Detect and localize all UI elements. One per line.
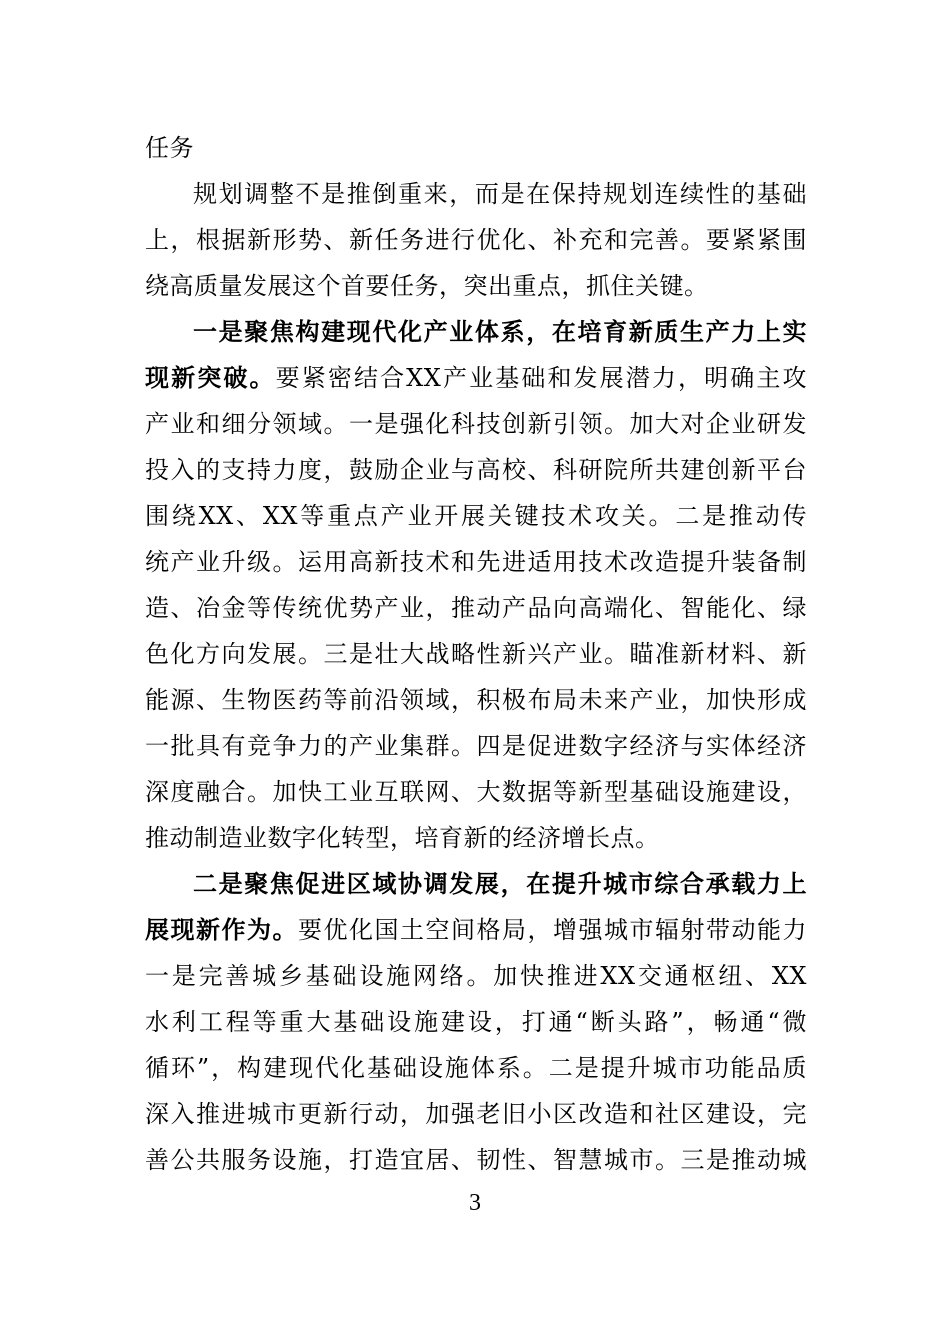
page-number: 3	[469, 1190, 481, 1216]
text-line: 能源、生物医药等前沿领域，积极布局未来产业，加快形成	[145, 686, 807, 714]
text-line: 展现新作为。要优化国土空间格局，增强城市辐射带动能力	[145, 915, 807, 944]
text-line: 善公共服务设施，打造宜居、韧性、智慧城市。三是推动城	[145, 1146, 807, 1174]
bold-heading: 二是聚焦促进区域协调发展，在提升城市综合承载力上	[193, 869, 807, 898]
text-line: 产业和细分领域。一是强化科技创新引领。加大对企业研发	[145, 410, 807, 438]
text-line: 投入的支持力度，鼓励企业与高校、科研院所共建创新平台	[145, 456, 807, 484]
text-line: 深度融合。加快工业互联网、大数据等新型基础设施建设，	[145, 778, 807, 806]
bold-heading: 展现新作为。	[145, 915, 298, 944]
text-line: 水利工程等重大基础设施建设，打通“断头路”，畅通“微	[145, 1008, 807, 1036]
text-line: 绕高质量发展这个首要任务，突出重点，抓住关键。	[145, 272, 709, 300]
text-line: 造、冶金等传统优势产业，推动产品向高端化、智能化、绿	[145, 594, 807, 622]
text-line: 现新突破。要紧密结合XX产业基础和发展潜力，明确主攻	[145, 363, 808, 392]
bold-heading: 一是聚焦构建现代化产业体系，在培育新质生产力上实	[193, 317, 807, 346]
text-line: 统产业升级。运用高新技术和先进适用技术改造提升装备制	[145, 548, 807, 576]
text-line: 围绕XX、XX等重点产业开展关键技术攻关。二是推动传	[145, 502, 807, 530]
text-line	[193, 864, 807, 904]
text-line: 色化方向发展。三是壮大战略性新兴产业。瞄准新材料、新	[145, 640, 807, 668]
text-line: 深入推进城市更新行动，加强老旧小区改造和社区建设，完	[145, 1100, 807, 1128]
text-line: 一批具有竞争力的产业集群。四是促进数字经济与实体经济	[145, 732, 807, 760]
text-line: 推动制造业数字化转型，培育新的经济增长点。	[145, 824, 660, 852]
text-line: 循环”，构建现代化基础设施体系。二是提升城市功能品质	[145, 1054, 807, 1082]
text-line	[193, 312, 807, 352]
text-line: 规划调整不是推倒重来，而是在保持规划连续性的基础	[193, 180, 807, 208]
text-line: 上，根据新形势、新任务进行优化、补充和完善。要紧紧围	[145, 226, 807, 254]
text-line: 任务	[145, 134, 194, 162]
text-line: 一是完善城乡基础设施网络。加快推进XX交通枢纽、XX	[145, 962, 807, 990]
bold-heading: 现新突破。	[145, 363, 276, 392]
